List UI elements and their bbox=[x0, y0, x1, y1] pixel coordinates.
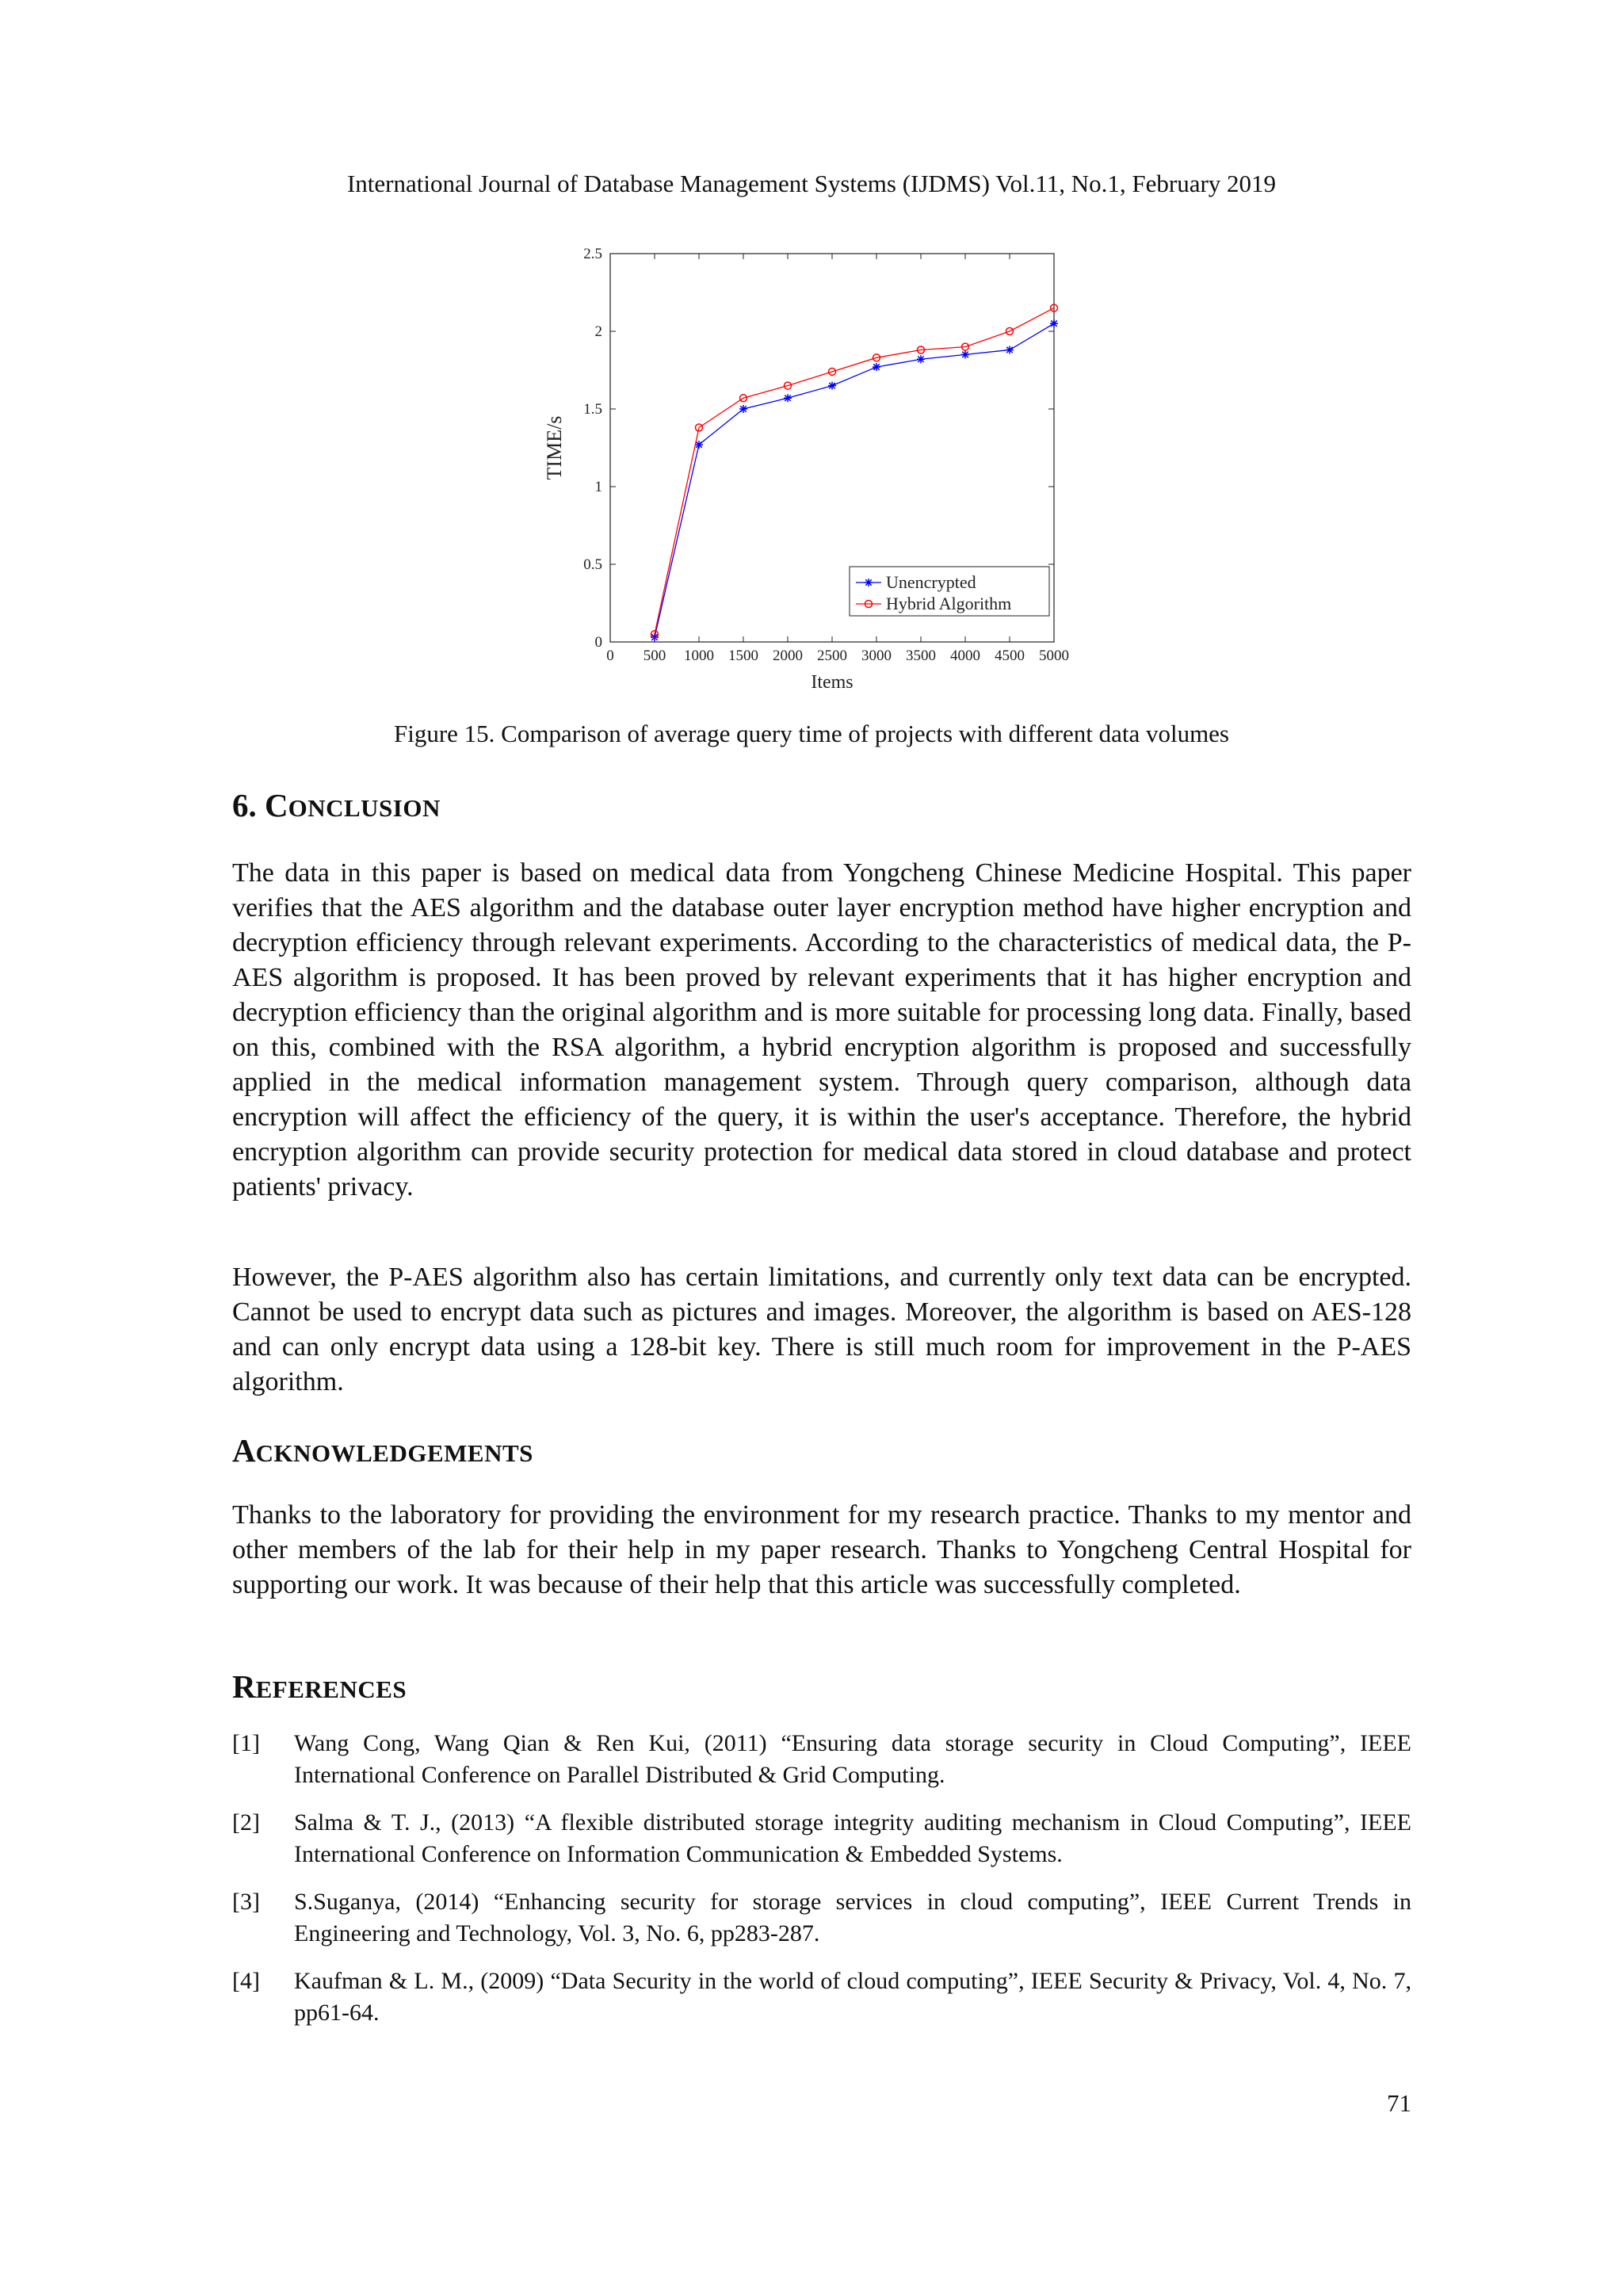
x-tick-label: 500 bbox=[643, 648, 666, 664]
conclusion-paragraph-1: The data in this paper is based on medical data from Yongcheng Chinese Medicine Hospital. This paper verifies that the AES algorithm and the database outer layer encryption method have higher encryption and decryption efficiency through relevant experiments. According to the characteristics of medical data, the P-AES algorithm is proposed. It has been proved by relevant experiments that it has higher encryption and decryption efficiency than the original algorithm and is more suitable for processing long data. Finally, based on this, combined with the RSA algorithm, a hybrid encryption algorithm is proposed and successfully applied in the medical information management system. Through query comparison, although data encryption will affect the efficiency of the query, it is within the user's acceptance. Therefore, the hybrid encryption algorithm can provide security protection for medical data stored in cloud database and protect patients' privacy. bbox=[232, 858, 1411, 1201]
reference-item bbox=[232, 1886, 1411, 1950]
reference-number: [3] bbox=[232, 1889, 260, 1915]
x-tick-label: 4500 bbox=[995, 648, 1025, 664]
data-point-unencrypted bbox=[1006, 346, 1014, 354]
data-point-unencrypted bbox=[873, 363, 880, 371]
x-tick-label: 2500 bbox=[817, 648, 847, 664]
legend-label: Unencrypted bbox=[886, 572, 976, 592]
y-tick-label: 1.5 bbox=[583, 401, 602, 418]
legend-swatch-marker bbox=[865, 579, 873, 586]
reference-text: Wang Cong, Wang Qian & Ren Kui, (2011) “Ensuring data storage security in Cloud Computing”, IEEE International Conference on Parallel Distributed & Grid Computing. bbox=[294, 1730, 1411, 1788]
acknowledgements-title-rest: CKNOWLEDGEMENTS bbox=[255, 1439, 533, 1467]
data-point-unencrypted bbox=[784, 394, 792, 402]
conclusion-paragraph-2: However, the P-AES algorithm also has certain limitations, and currently only text data can be encrypted. Cannot be used to encrypt data such as pictures and images. Moreover, the algorithm is based on AES-128 and can only encrypt data using a 128-bit key. There is still much room for improvement in the P-AES algorithm. bbox=[232, 1263, 1411, 1396]
data-point-unencrypted bbox=[917, 355, 925, 363]
reference-text: Salma & T. J., (2013) “A flexible distributed storage integrity auditing mechanism in Cloud Computing”, IEEE International Conference on Information Communication & Embedded Systems. bbox=[294, 1809, 1411, 1867]
y-axis-label: TIME/s bbox=[543, 415, 566, 480]
reference-number: [1] bbox=[232, 1730, 260, 1756]
x-tick-label: 2000 bbox=[773, 648, 803, 664]
reference-number: [2] bbox=[232, 1809, 260, 1836]
conclusion-title-rest: ONCLUSION bbox=[288, 794, 441, 822]
y-tick-label: 2.5 bbox=[583, 246, 602, 262]
reference-item bbox=[232, 1807, 1411, 1870]
y-tick-label: 0.5 bbox=[583, 556, 602, 573]
figure-caption: Figure 15. Comparison of average query time of projects with different data volumes bbox=[394, 720, 1229, 747]
y-tick-label: 0 bbox=[594, 634, 602, 651]
x-tick-label: 5000 bbox=[1039, 648, 1069, 664]
conclusion-title-initial: C bbox=[265, 787, 288, 823]
reference-number: [4] bbox=[232, 1968, 260, 1994]
y-tick-label: 2 bbox=[594, 323, 602, 340]
references-heading bbox=[232, 1668, 407, 1706]
x-tick-label: 1000 bbox=[684, 648, 714, 664]
data-point-unencrypted bbox=[1050, 319, 1058, 327]
page-number: 71 bbox=[1387, 2089, 1411, 2117]
running-header: International Journal of Database Management Systems (IJDMS) Vol.11, No.1, February 2019 bbox=[346, 170, 1277, 197]
x-tick-label: 3500 bbox=[906, 648, 936, 664]
x-axis-label: Items bbox=[811, 672, 854, 693]
reference-text: Kaufman & L. M., (2009) “Data Security in the world of cloud computing”, IEEE Security & Privacy, Vol. 4, No. 7, pp61-64. bbox=[294, 1968, 1411, 2026]
acknowledgements-title-initial: A bbox=[232, 1432, 256, 1469]
query-time-chart bbox=[507, 234, 1109, 709]
acknowledgements-paragraph: Thanks to the laboratory for providing the environment for my research practice. Thanks to my mentor and other members of the lab for their help in my paper research. Thanks to Yongcheng Central Hospital for supporting our work. It was because of their help that this article was successfully completed. bbox=[232, 1500, 1411, 1599]
reference-list bbox=[232, 1728, 1411, 2045]
acknowledgements-heading bbox=[232, 1431, 533, 1469]
data-point-unencrypted bbox=[961, 350, 969, 358]
y-tick-label: 1 bbox=[594, 479, 602, 495]
references-title-initial: R bbox=[232, 1668, 256, 1705]
conclusion-heading bbox=[232, 786, 441, 824]
conclusion-number: 6. bbox=[232, 787, 265, 823]
x-tick-label: 3000 bbox=[861, 648, 892, 664]
data-point-unencrypted bbox=[739, 405, 747, 413]
x-tick-label: 4000 bbox=[950, 648, 980, 664]
reference-text: S.Suganya, (2014) “Enhancing security for storage services in cloud computing”, IEEE Current Trends in Engineering and Technology, Vol. 3, No. 6, pp283-287. bbox=[294, 1889, 1411, 1946]
x-tick-label: 1500 bbox=[728, 648, 758, 664]
reference-item bbox=[232, 1966, 1411, 2029]
data-point-unencrypted bbox=[828, 382, 836, 390]
reference-item bbox=[232, 1728, 1411, 1791]
references-title-rest: EFERENCES bbox=[255, 1675, 407, 1703]
x-tick-label: 0 bbox=[606, 648, 614, 664]
legend-label: Hybrid Algorithm bbox=[886, 594, 1012, 613]
